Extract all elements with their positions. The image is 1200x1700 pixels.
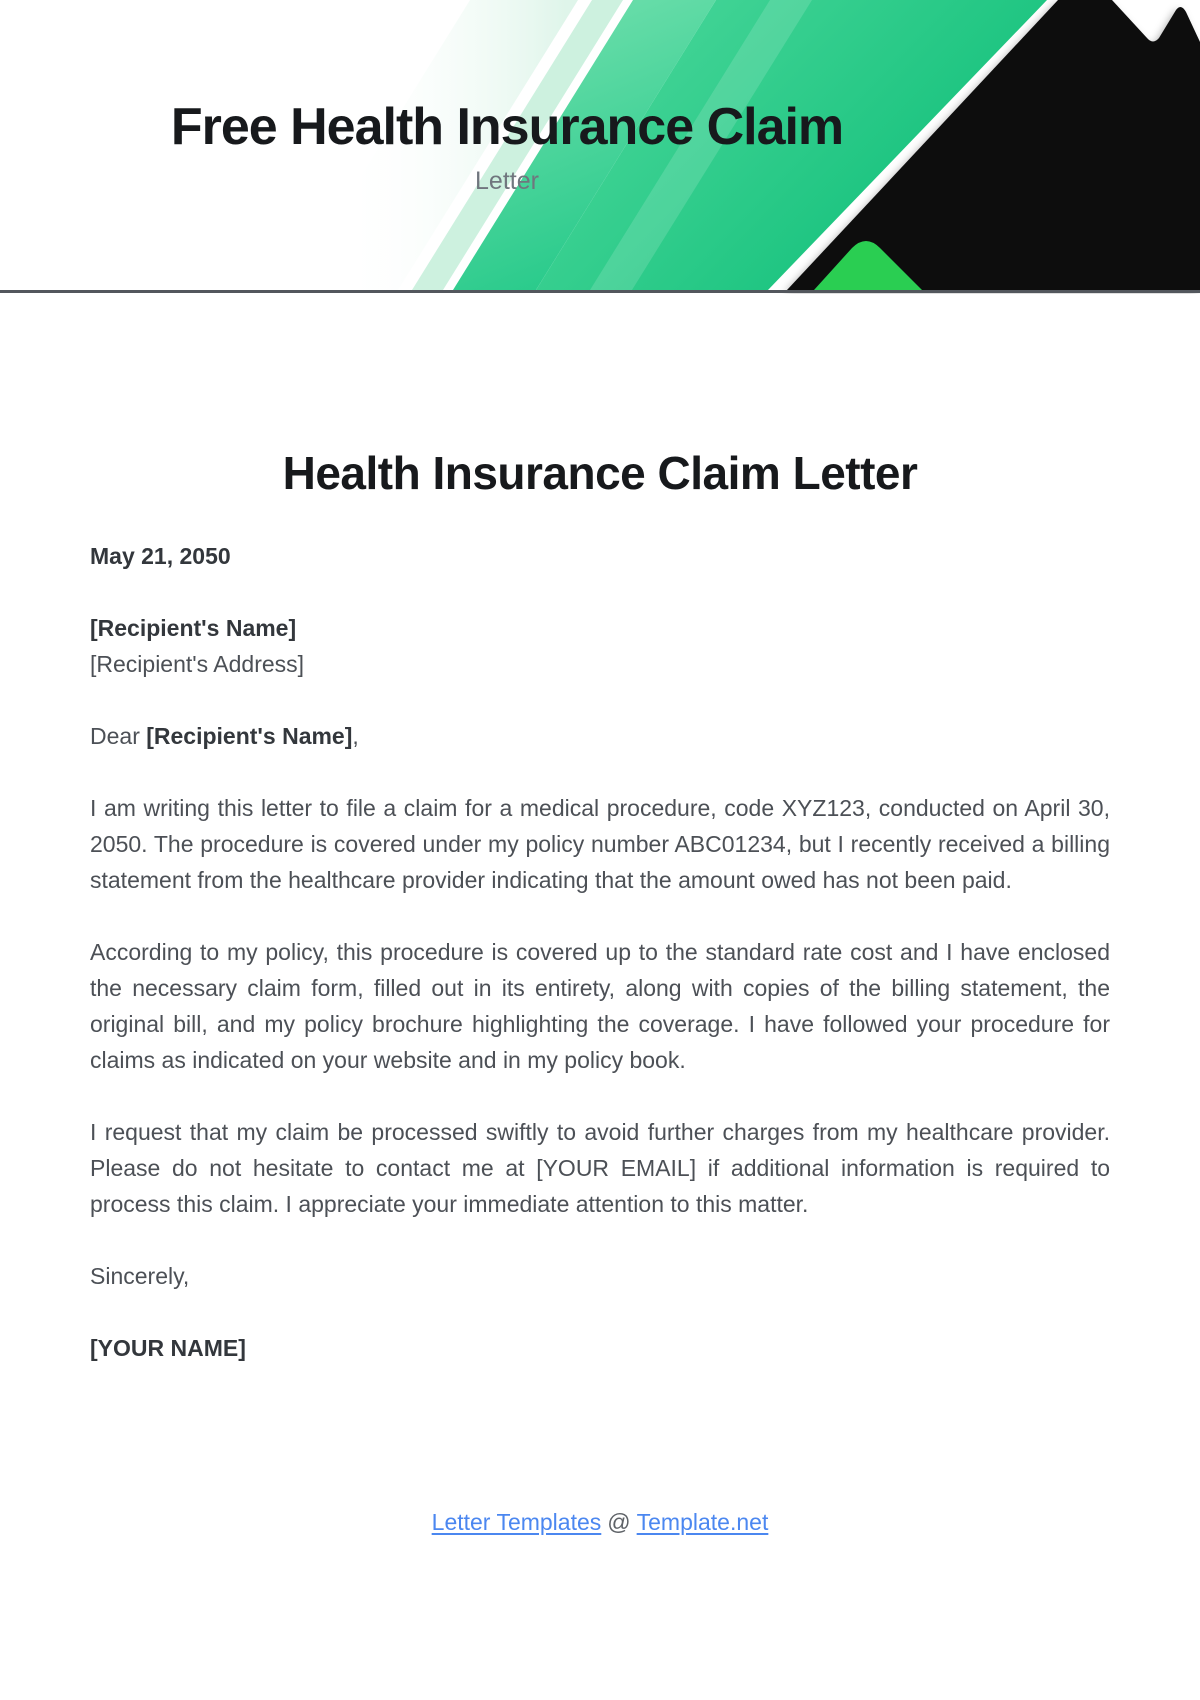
letter-paragraph: According to my policy, this procedure is covered up to the standard rate cost and I have enclosed the necessary claim form, filled out in its entirety, along with copies of the billing statement, the original bill, and my policy brochure highlighting the coverage. I have followed your procedure for claims as indicated on your website and in my policy book. <box>90 939 1110 1073</box>
letter-closing: Sincerely, <box>90 1263 190 1289</box>
letter-paragraph: I request that my claim be processed swiftly to avoid further charges from my healthcare provider. Please do not hesitate to contact me at [YOUR EMAIL] if additional information is required to process this claim. I appreciate your immediate attention to this matter. <box>90 1119 1110 1217</box>
salutation-name: [Recipient's Name] <box>146 723 353 749</box>
recipient-name: [Recipient's Name] <box>90 615 297 641</box>
salutation-prefix: Dear <box>90 723 147 749</box>
letter-date: May 21, 2050 <box>90 543 231 569</box>
letter-title: Health Insurance Claim Letter <box>282 446 918 499</box>
banner <box>0 0 1200 294</box>
recipient-address: [Recipient's Address] <box>90 651 305 677</box>
salutation <box>90 718 1110 754</box>
letter-templates-link[interactable]: Letter Templates <box>431 1509 602 1535</box>
letter-signature: [YOUR NAME] <box>90 1335 246 1361</box>
banner-title: Free Health Insurance Claim <box>170 98 844 156</box>
letter-body <box>90 538 1110 1402</box>
salutation-suffix: , <box>352 723 359 749</box>
letter-paragraph: I am writing this letter to file a claim for a medical procedure, code XYZ123, conducted on April 30, 2050. The procedure is covered under my policy number ABC01234, but I recently received a billing statement from the healthcare provider indicating that the amount owed has not been paid. <box>90 795 1110 893</box>
template-net-link[interactable]: Template.net <box>636 1509 769 1535</box>
banner-bottom-line <box>0 290 1200 293</box>
footer <box>0 1504 1200 1540</box>
banner-subtitle: Letter <box>475 167 539 195</box>
recipient-block <box>90 610 1110 682</box>
at-separator: @ <box>607 1509 631 1535</box>
